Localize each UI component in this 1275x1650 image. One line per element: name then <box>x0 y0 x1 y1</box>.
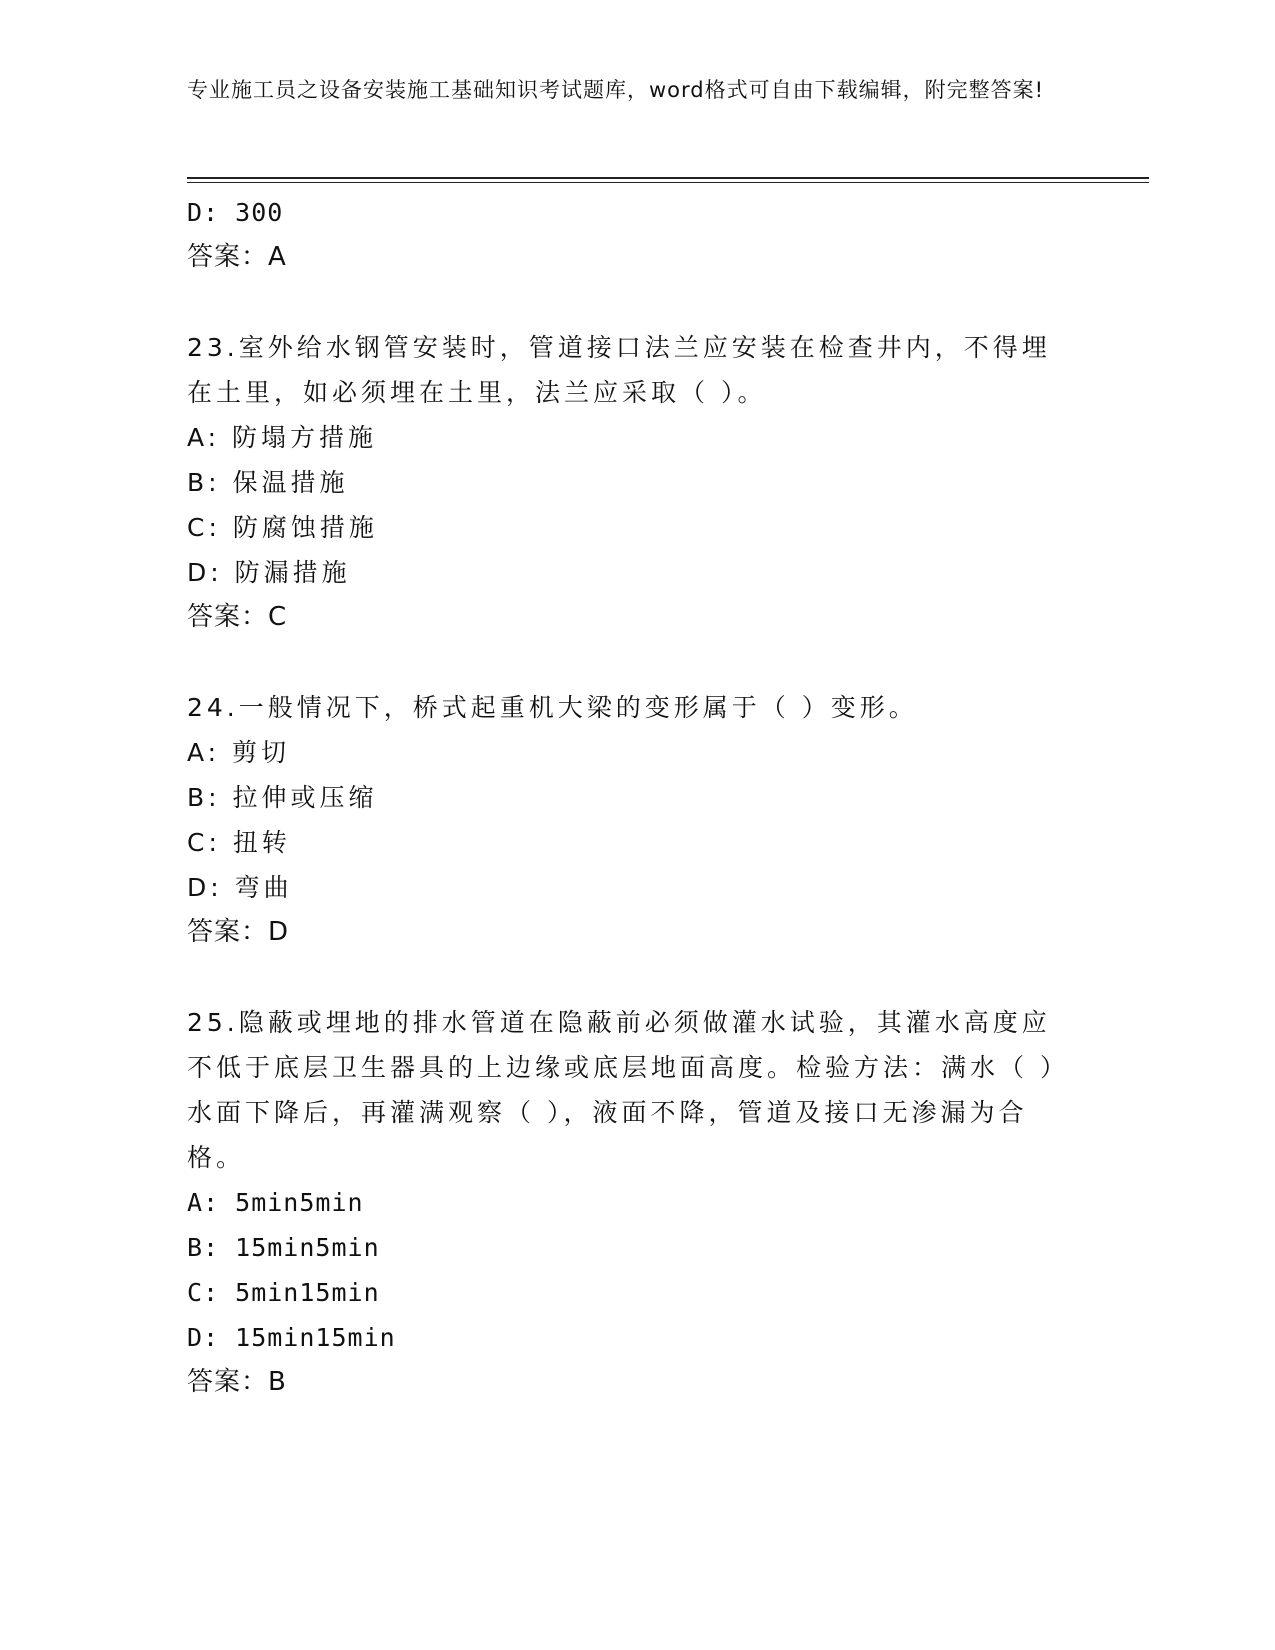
question-24-option-d: D: 弯曲 <box>187 873 293 902</box>
header-divider-thick <box>187 177 1149 179</box>
header-title: 专业施工员之设备安装施工基础知识考试题库，word格式可自由下载编辑，附完整答案! <box>187 78 1045 102</box>
option-d: D: 300 <box>187 198 284 227</box>
question-23-answer: 答案：C <box>187 602 288 632</box>
question-25-option-c: C: 5min15min <box>187 1278 380 1307</box>
question-23-option-a: A: 防塌方措施 <box>187 423 378 452</box>
question-24-option-a: A: 剪切 <box>187 738 291 767</box>
question-24-text: 24.一般情况下，桥式起重机大梁的变形属于（ ）变形。 <box>187 693 918 722</box>
spacer <box>187 640 1087 685</box>
question-25-option-b: B: 15min5min <box>187 1233 380 1262</box>
question-23-text: 23.室外给水钢管安装时，管道接口法兰应安装在检查井内，不得埋在土里，如必须埋在土里，法兰应采取（ ）。 <box>187 333 1051 407</box>
document-header <box>187 74 1067 106</box>
question-25-text: 25.隐蔽或埋地的排水管道在隐蔽前必须做灌水试验，其灌水高度应不低于底层卫生器具的上边缘或底层地面高度。检验方法：满水（ ）水面下降后，再灌满观察（ ），液面不降，管道及接口无渗漏为合格。 <box>187 1008 1057 1172</box>
question-23-option-b: B: 保温措施 <box>187 468 349 497</box>
header-divider-thin <box>187 182 1149 183</box>
question-25-answer: 答案：B <box>187 1367 287 1397</box>
question-24-option-b: B: 拉伸或压缩 <box>187 783 378 812</box>
question-23-option-c: C: 防腐蚀措施 <box>187 513 378 542</box>
question-25-option-d: D: 15min15min <box>187 1323 396 1352</box>
question-24-answer: 答案：D <box>187 917 290 947</box>
spacer <box>187 280 1087 325</box>
spacer <box>187 955 1087 1000</box>
answer-line: 答案：A <box>187 242 287 272</box>
question-25-option-a: A: 5min5min <box>187 1188 364 1217</box>
question-23-option-d: D: 防漏措施 <box>187 558 351 587</box>
question-content <box>187 190 1087 1405</box>
question-24-option-c: C: 扭转 <box>187 828 291 857</box>
